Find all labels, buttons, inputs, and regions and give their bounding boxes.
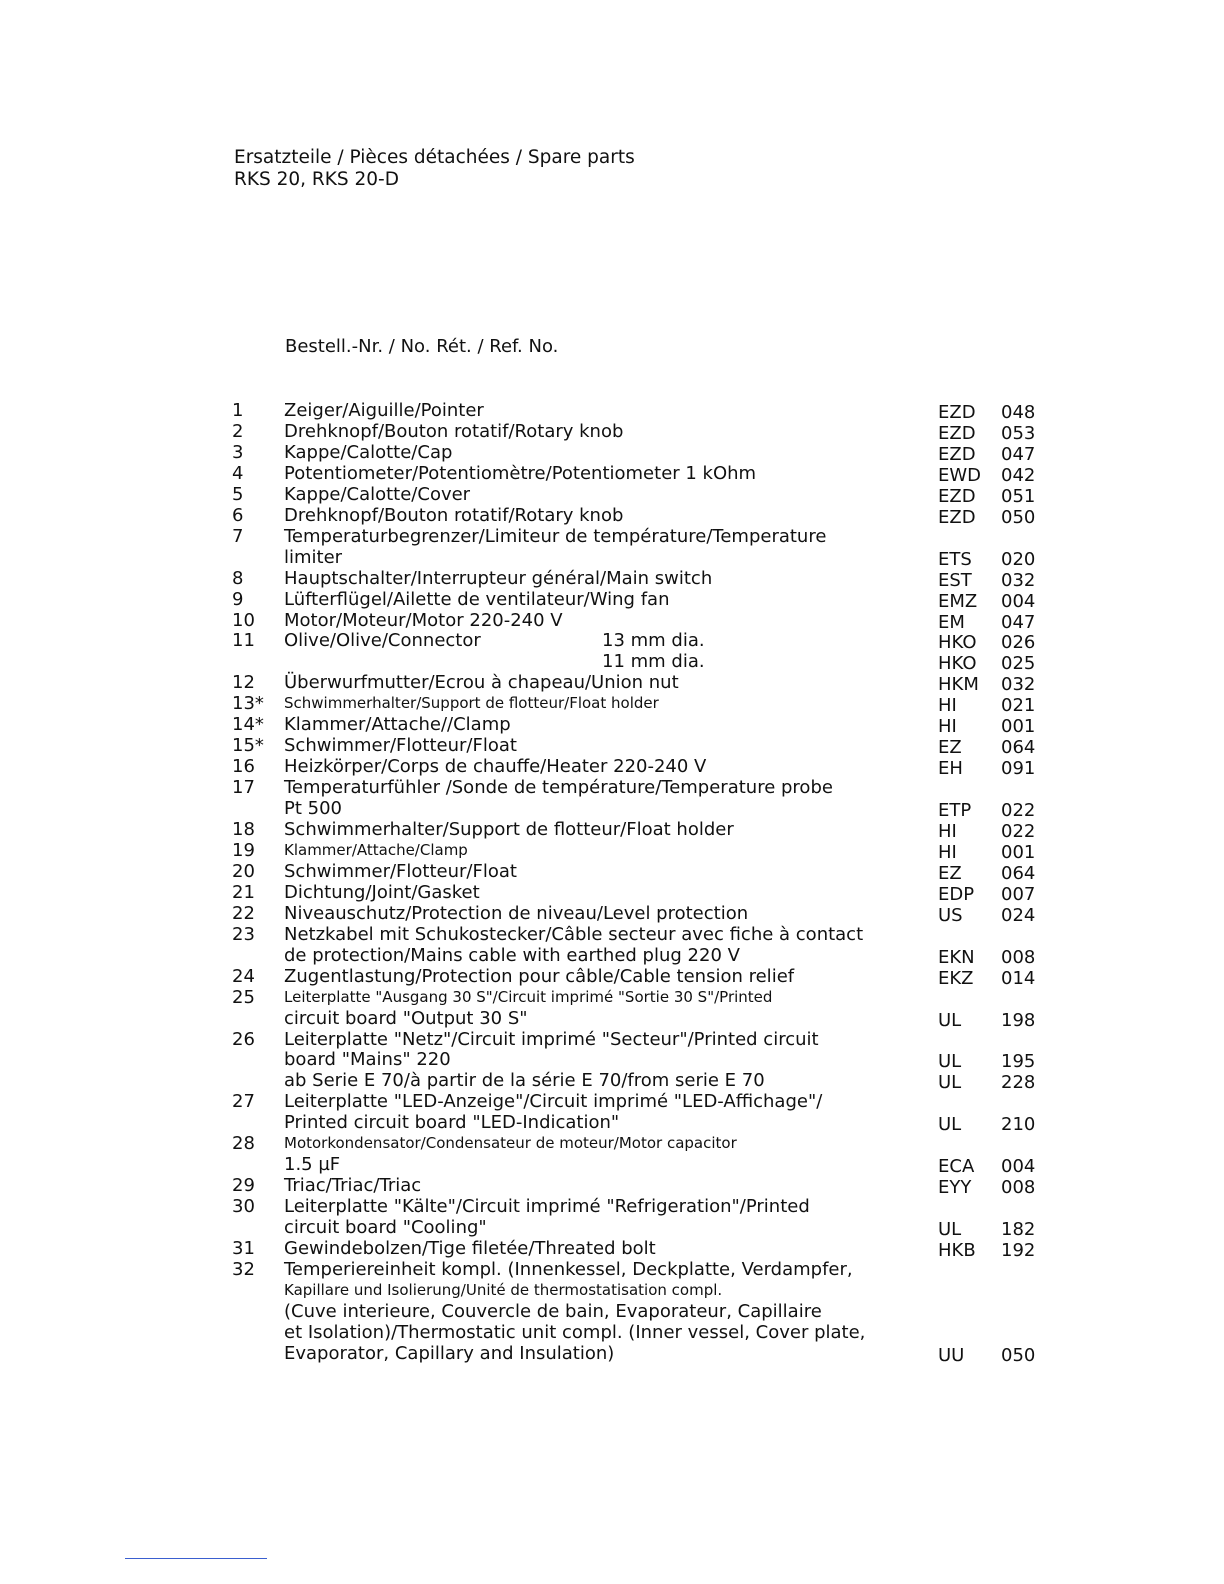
part-order-ref: 048 — [1001, 402, 1036, 423]
part-number: 31 — [232, 1238, 255, 1259]
part-order-ref: 004 — [1001, 590, 1036, 612]
part-order-code: UL — [938, 1051, 962, 1073]
part-description: Überwurfmutter/Ecrou à chapeau/Union nut — [284, 672, 679, 694]
part-description: Motor/Moteur/Motor 220-240 V — [284, 609, 563, 631]
part-number: 16 — [232, 756, 255, 778]
part-order-code: EM — [938, 611, 965, 633]
part-description: et Isolation)/Thermostatic unit compl. (Inner vessel, Cover plate, — [284, 1321, 866, 1343]
part-order-ref: 001 — [1001, 841, 1036, 863]
part-description: Zeiger/Aiguille/Pointer — [284, 400, 484, 421]
part-description: Drehknopf/Bouton rotatif/Rotary knob — [284, 504, 624, 526]
part-order-ref: 182 — [1001, 1219, 1036, 1241]
part-description: Lüfterflügel/Ailette de ventilateur/Wing fan — [284, 588, 670, 610]
part-order-ref: 064 — [1001, 862, 1036, 884]
part-order-ref: 007 — [1001, 883, 1036, 905]
part-description: Leiterplatte "Netz"/Circuit imprimé "Secteur"/Printed circuit — [284, 1028, 819, 1050]
part-description: circuit board "Cooling" — [284, 1217, 487, 1239]
part-number: 5 — [232, 483, 244, 505]
part-order-ref: 050 — [1001, 1344, 1036, 1366]
part-order-code: EZD — [938, 402, 976, 423]
part-order-code: EWD — [938, 464, 982, 486]
part-description: Kapillare und Isolierung/Unité de thermostatisation compl. — [284, 1280, 723, 1299]
part-number: 32 — [232, 1258, 255, 1280]
part-order-ref: 192 — [1001, 1240, 1036, 1261]
part-order-code: EZD — [938, 506, 976, 528]
part-order-code: HI — [938, 841, 957, 863]
part-number: 2 — [232, 420, 244, 442]
part-number: 7 — [232, 525, 244, 547]
document-title: Ersatzteile / Pièces détachées / Spare parts — [234, 147, 635, 168]
part-order-code: EKZ — [938, 967, 974, 989]
part-description: Printed circuit board "LED-Indication" — [284, 1112, 620, 1134]
part-order-ref: 047 — [1001, 443, 1036, 465]
part-order-ref: 025 — [1001, 653, 1036, 675]
part-order-code: EKN — [938, 946, 975, 968]
part-number: 13* — [232, 693, 264, 715]
part-number: 26 — [232, 1028, 255, 1050]
part-description: Triac/Triac/Triac — [284, 1175, 422, 1197]
part-order-code: UL — [938, 1072, 962, 1094]
part-description: Motorkondensator/Condensateur de moteur/Motor capacitor — [284, 1134, 737, 1153]
part-order-code: EYY — [938, 1177, 972, 1199]
part-order-code: HKM — [938, 674, 979, 696]
part-order-code: UL — [938, 1114, 962, 1136]
part-description: Hauptschalter/Interrupteur général/Main switch — [284, 567, 713, 589]
part-order-code: EH — [938, 758, 963, 780]
part-description: Heizkörper/Corps de chauffe/Heater 220-240 V — [284, 756, 707, 778]
part-order-code: EZ — [938, 862, 962, 884]
part-number: 1 — [232, 400, 244, 421]
part-order-ref: 032 — [1001, 569, 1036, 591]
part-number: 11 — [232, 630, 255, 652]
part-description: Kappe/Calotte/Cover — [284, 483, 471, 505]
part-description: Temperaturfühler /Sonde de température/Temperature probe — [284, 777, 833, 799]
part-number: 8 — [232, 567, 244, 589]
part-order-code: HKB — [938, 1240, 976, 1261]
part-number: 24 — [232, 965, 255, 987]
part-description: Schwimmer/Flotteur/Float — [284, 860, 517, 882]
part-description: Gewindebolzen/Tige filetée/Threated bolt — [284, 1238, 656, 1259]
reference-number-header: Bestell.-Nr. / No. Rét. / Ref. No. — [285, 336, 559, 357]
part-number: 14* — [232, 714, 264, 736]
part-order-code: UL — [938, 1219, 962, 1241]
part-description: Temperiereinheit kompl. (Innenkessel, Deckplatte, Verdampfer, — [284, 1258, 853, 1280]
part-description: Evaporator, Capillary and Insulation) — [284, 1342, 615, 1364]
part-order-ref: 198 — [1001, 1009, 1036, 1031]
part-number: 21 — [232, 881, 255, 903]
part-order-code: ETS — [938, 548, 972, 570]
part-order-code: HI — [938, 695, 957, 717]
part-description: de protection/Mains cable with earthed plug 220 V — [284, 944, 740, 966]
part-order-code: US — [938, 904, 963, 926]
footer-rule — [125, 1558, 267, 1559]
part-description: limiter — [284, 546, 343, 568]
part-order-ref: 014 — [1001, 967, 1036, 989]
part-order-ref: 022 — [1001, 800, 1036, 822]
part-order-code: UL — [938, 1009, 962, 1031]
part-number: 19 — [232, 839, 255, 861]
part-order-ref: 004 — [1001, 1156, 1036, 1178]
part-description: Temperaturbegrenzer/Limiteur de température/Temperature — [284, 525, 827, 547]
part-number: 4 — [232, 462, 244, 484]
part-number: 12 — [232, 672, 255, 694]
part-description: Pt 500 — [284, 798, 342, 820]
part-order-code: UU — [938, 1344, 965, 1366]
part-order-ref: 020 — [1001, 548, 1036, 570]
part-number: 28 — [232, 1133, 255, 1155]
part-order-ref: 022 — [1001, 821, 1036, 842]
part-number: 6 — [232, 504, 244, 526]
part-number: 9 — [232, 588, 244, 610]
part-description: Schwimmerhalter/Support de flotteur/Float holder — [284, 694, 659, 713]
part-number: 27 — [232, 1091, 255, 1113]
part-number: 22 — [232, 902, 255, 924]
part-dimension: 13 mm dia. — [602, 630, 705, 652]
part-order-code: HKO — [938, 632, 977, 654]
part-order-code: EMZ — [938, 590, 978, 612]
part-number: 3 — [232, 441, 244, 463]
part-order-ref: 210 — [1001, 1114, 1036, 1136]
part-order-ref: 032 — [1001, 674, 1036, 696]
part-order-code: HI — [938, 716, 957, 738]
document-subtitle-models: RKS 20, RKS 20-D — [234, 169, 399, 190]
part-description: Leiterplatte "Kälte"/Circuit imprimé "Refrigeration"/Printed — [284, 1196, 810, 1218]
part-order-ref: 064 — [1001, 737, 1036, 759]
part-number: 30 — [232, 1196, 255, 1218]
part-description: Schwimmerhalter/Support de flotteur/Float holder — [284, 819, 734, 840]
part-description: Leiterplatte "Ausgang 30 S"/Circuit imprimé "Sortie 30 S"/Printed — [284, 987, 773, 1006]
part-order-ref: 047 — [1001, 611, 1036, 633]
part-order-code: EDP — [938, 883, 975, 905]
part-description: Zugentlastung/Protection pour câble/Cable tension relief — [284, 965, 795, 987]
part-order-ref: 053 — [1001, 422, 1036, 444]
part-description: board "Mains" 220 — [284, 1049, 451, 1071]
part-description: 1.5 µF — [284, 1154, 341, 1176]
part-description: (Cuve interieure, Couvercle de bain, Evaporateur, Capillaire — [284, 1300, 822, 1322]
part-order-code: ECA — [938, 1156, 975, 1178]
part-number: 23 — [232, 923, 255, 945]
part-number: 17 — [232, 777, 255, 799]
part-description: Drehknopf/Bouton rotatif/Rotary knob — [284, 420, 624, 442]
part-order-ref: 026 — [1001, 632, 1036, 654]
part-description: circuit board "Output 30 S" — [284, 1007, 528, 1029]
part-description: Olive/Olive/Connector — [284, 630, 481, 652]
part-order-ref: 195 — [1001, 1051, 1036, 1073]
part-order-ref: 051 — [1001, 485, 1036, 507]
part-description: Klammer/Attache//Clamp — [284, 714, 511, 736]
part-number: 18 — [232, 819, 255, 840]
part-description: Schwimmer/Flotteur/Float — [284, 735, 517, 757]
part-description: Klammer/Attache/Clamp — [284, 840, 468, 859]
part-description: Niveauschutz/Protection de niveau/Level protection — [284, 902, 749, 924]
part-description: Kappe/Calotte/Cap — [284, 441, 453, 463]
part-number: 15* — [232, 735, 264, 757]
part-order-ref: 008 — [1001, 946, 1036, 968]
part-dimension: 11 mm dia. — [602, 651, 705, 673]
part-number: 29 — [232, 1175, 255, 1197]
part-order-ref: 050 — [1001, 506, 1036, 528]
part-description: Netzkabel mit Schukostecker/Câble secteur avec fiche à contact — [284, 923, 864, 945]
part-description: ab Serie E 70/à partir de la série E 70/from serie E 70 — [284, 1070, 765, 1092]
part-order-code: EZD — [938, 422, 976, 444]
part-order-code: ETP — [938, 800, 972, 822]
part-order-code: EZ — [938, 737, 962, 759]
part-order-ref: 008 — [1001, 1177, 1036, 1199]
part-order-ref: 228 — [1001, 1072, 1036, 1094]
part-order-code: HI — [938, 821, 957, 842]
part-order-code: HKO — [938, 653, 977, 675]
part-description: Leiterplatte "LED-Anzeige"/Circuit imprimé "LED-Affichage"/ — [284, 1091, 823, 1113]
part-order-code: EZD — [938, 485, 976, 507]
part-order-ref: 024 — [1001, 904, 1036, 926]
part-description: Dichtung/Joint/Gasket — [284, 881, 480, 903]
part-order-ref: 042 — [1001, 464, 1036, 486]
part-number: 10 — [232, 609, 255, 631]
part-order-ref: 001 — [1001, 716, 1036, 738]
part-number: 25 — [232, 986, 255, 1008]
part-order-code: EZD — [938, 443, 976, 465]
part-description: Potentiometer/Potentiomètre/Potentiometer 1 kOhm — [284, 462, 757, 484]
part-order-code: EST — [938, 569, 972, 591]
part-number: 20 — [232, 860, 255, 882]
part-order-ref: 021 — [1001, 695, 1036, 717]
part-order-ref: 091 — [1001, 758, 1036, 780]
